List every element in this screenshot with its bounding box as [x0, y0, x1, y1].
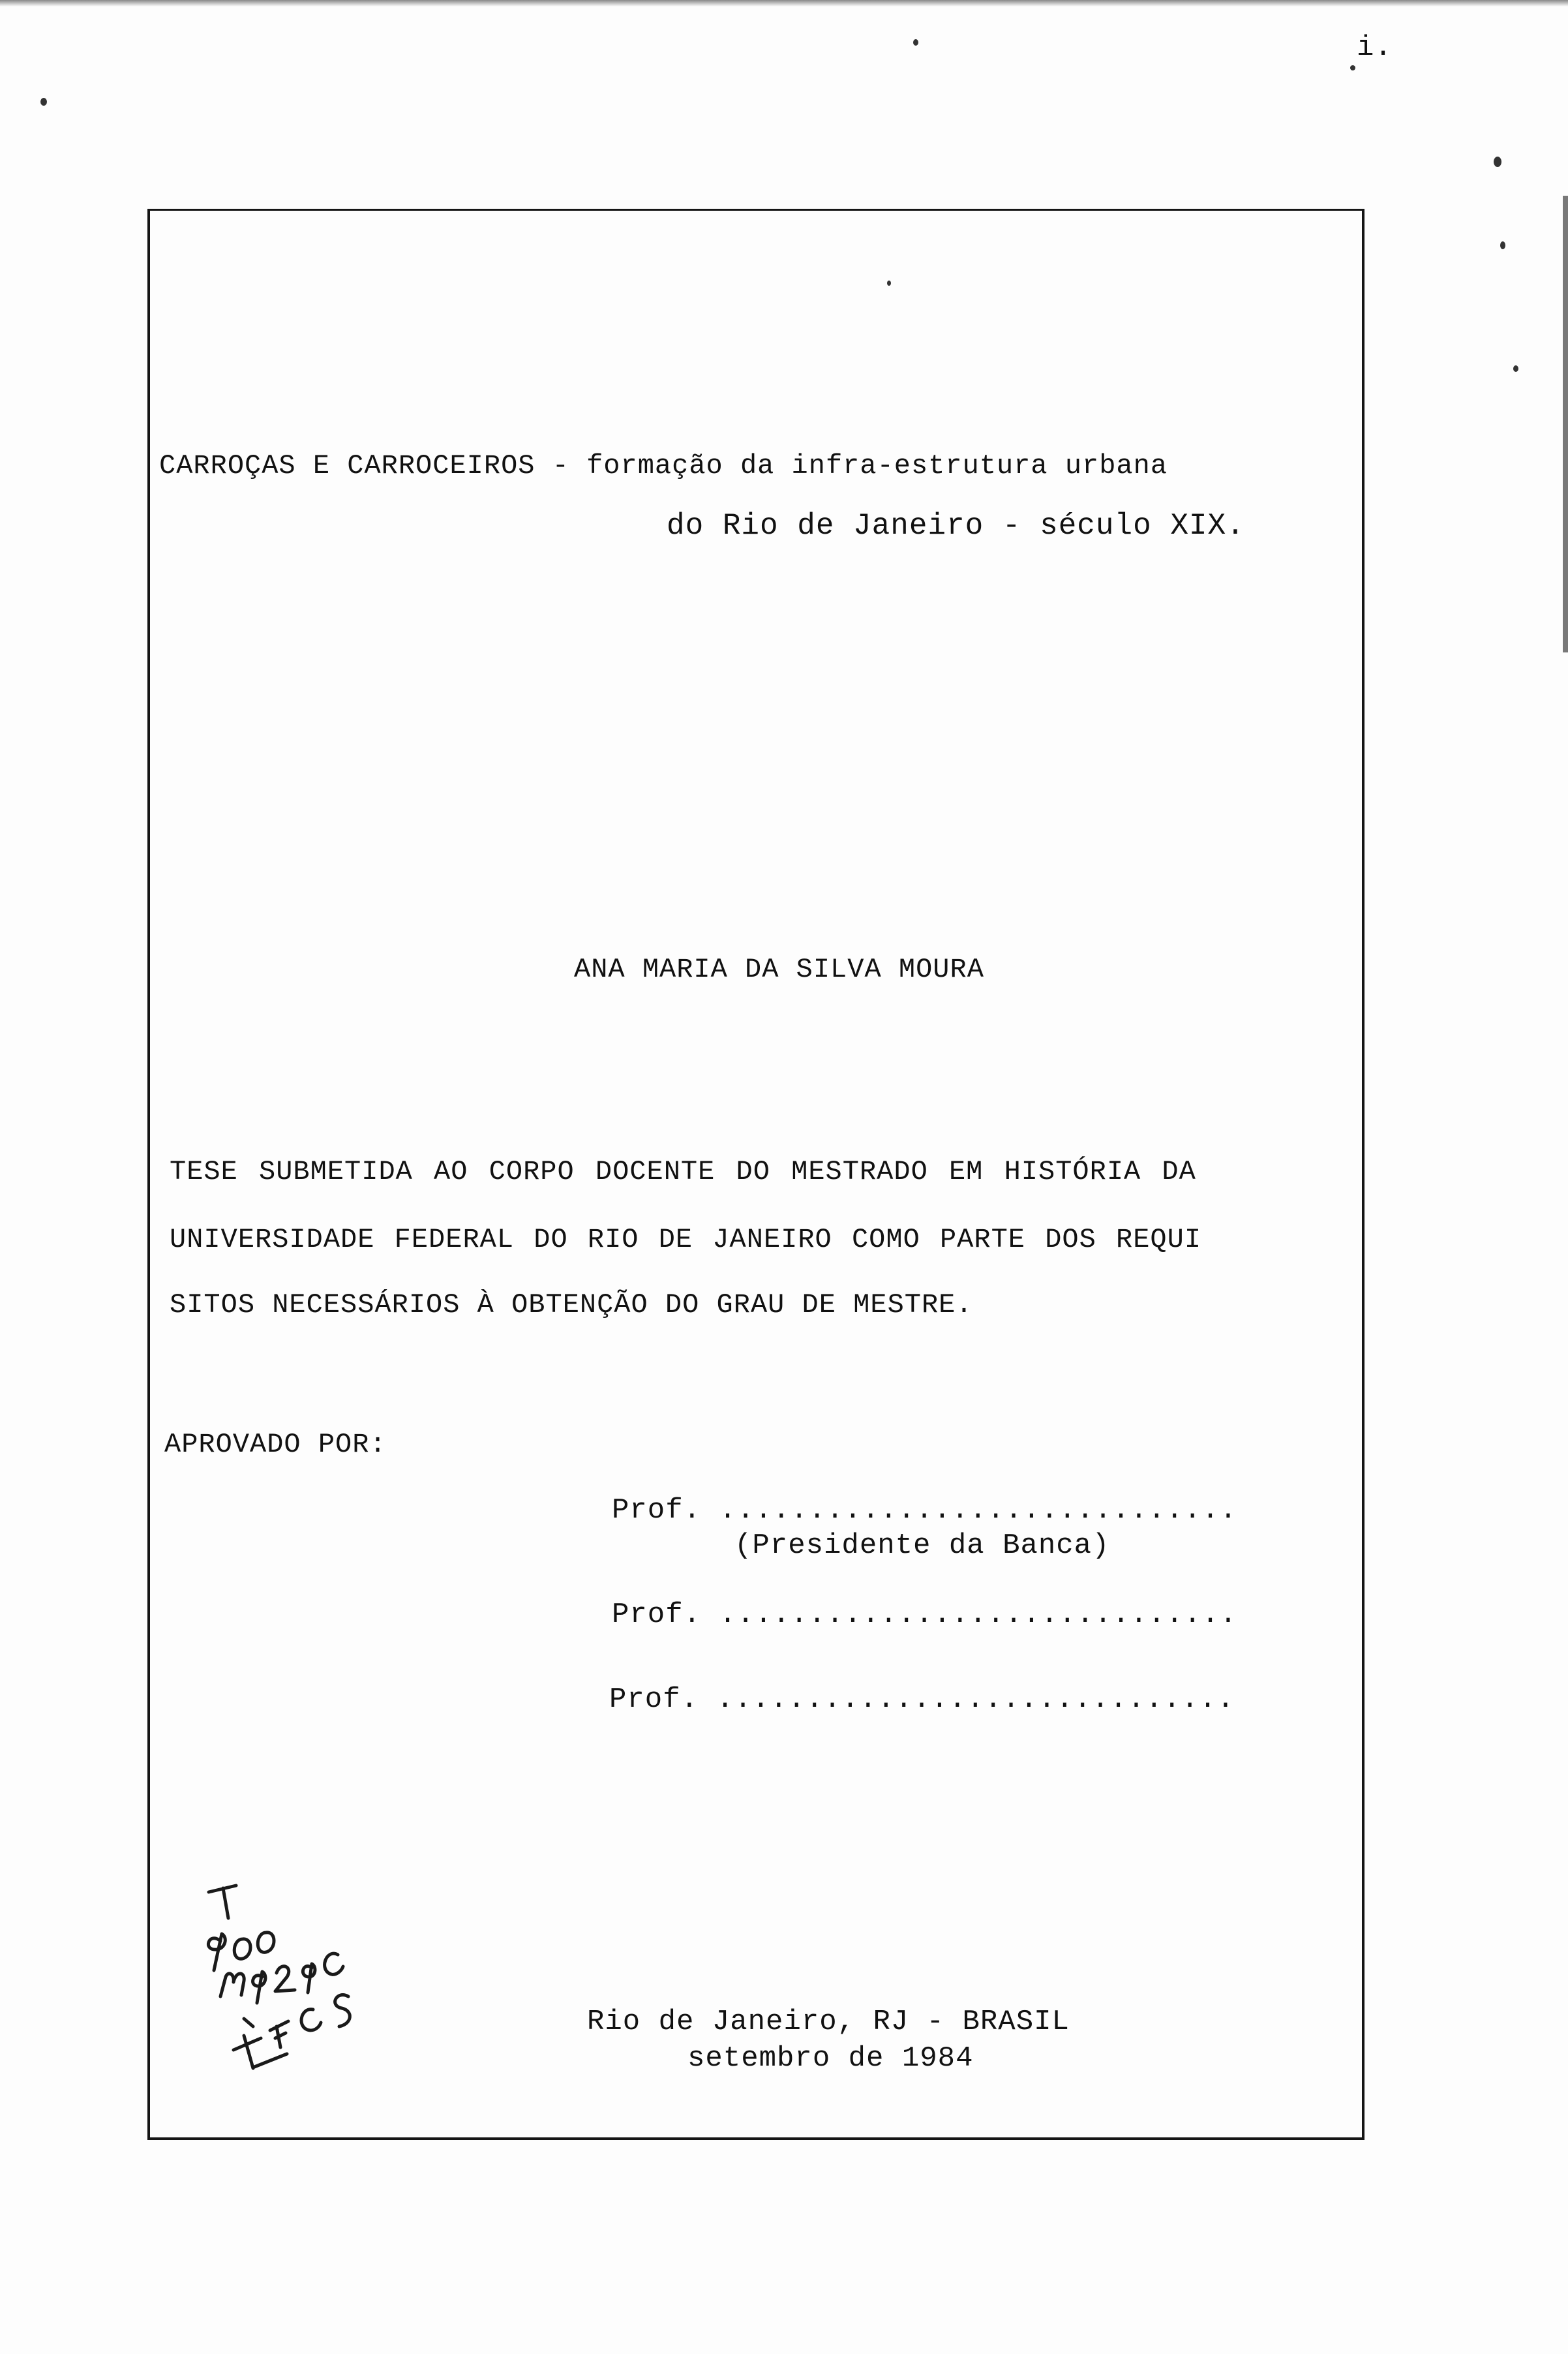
page-number: i.	[1357, 31, 1393, 64]
examiner-role-note: (Presidente da Banca)	[734, 1529, 1110, 1562]
scan-speck	[40, 98, 47, 106]
thesis-statement-line-1: TESE SUBMETIDA AO CORPO DOCENTE DO MESTRADO EM HISTÓRIA DA	[170, 1156, 1196, 1187]
thesis-title-line-2: do Rio de Janeiro - século XIX.	[667, 509, 1245, 543]
handwritten-call-number-drawing	[189, 1879, 398, 2088]
scan-speck	[1513, 365, 1518, 372]
scan-speck	[1494, 157, 1501, 167]
examiner-line-1: Prof. .............................	[612, 1494, 1238, 1527]
place-line: Rio de Janeiro, RJ - BRASIL	[587, 2006, 1070, 2038]
scan-speck	[1350, 65, 1355, 70]
examiner-line-2: Prof. .............................	[612, 1598, 1238, 1631]
handwritten-call-number	[189, 1879, 398, 2088]
scan-right-edge	[1563, 196, 1568, 652]
examiner-line-3: Prof. .............................	[609, 1683, 1235, 1716]
thesis-statement-line-2: UNIVERSIDADE FEDERAL DO RIO DE JANEIRO COMO PARTE DOS REQUI	[170, 1224, 1202, 1255]
thesis-statement-line-3: SITOS NECESSÁRIOS À OBTENÇÃO DO GRAU DE MESTRE.	[170, 1289, 973, 1321]
thesis-title-line-1: CARROÇAS E CARROCEIROS - formação da infra-estrutura urbana	[159, 450, 1168, 482]
scan-speck	[887, 281, 891, 286]
approval-heading: APROVADO POR:	[164, 1429, 387, 1460]
date-line: setembro de 1984	[687, 2042, 974, 2075]
scan-speck	[913, 39, 918, 46]
scan-top-edge	[0, 0, 1568, 7]
author-name: ANA MARIA DA SILVA MOURA	[574, 954, 984, 985]
scan-speck	[1500, 241, 1505, 249]
